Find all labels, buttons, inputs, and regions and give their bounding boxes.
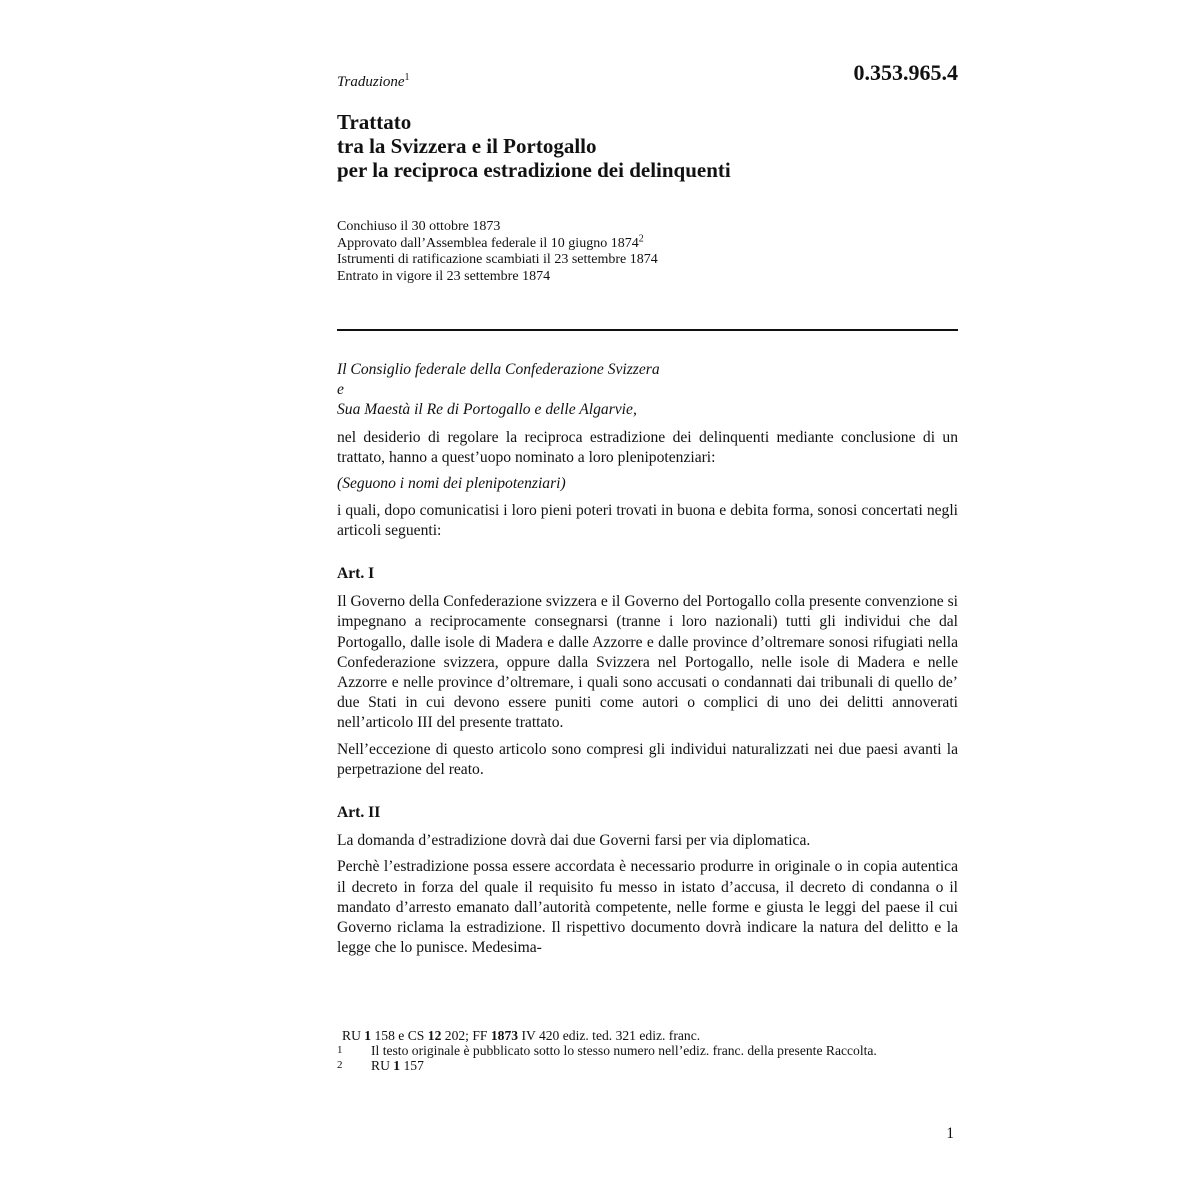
- ref-ff-year: 1873: [490, 1028, 519, 1043]
- article-2-paragraph-2: Perchè l’estradizione possa essere accordata è necessario produrre in originale o in copia autentica il decreto in forza del quale il requisito fu messo in istato d’accusa, il decreto di condanna o il mandato d’arresto emanato dall’autorità competente, nelle forme e giusta le leggi del paese il cui Governo riclama la estradizione. Il rispettivo documento dovrà indicare la natura del delitto e la legge che lo punisce. Medesima-: [337, 858, 958, 957]
- party-1: Il Consiglio federale della Confederazione Svizzera: [337, 361, 660, 378]
- meta-ratification: Istrumenti di ratificazione scambiati il 23 settembre 1874: [337, 252, 658, 267]
- party-2: Sua Maestà il Re di Portogallo e delle Algarvie,: [337, 401, 637, 418]
- title-line-2: tra la Svizzera e il Portogallo: [337, 134, 597, 158]
- meta-approved: [337, 232, 658, 253]
- footnote-2-ru: RU: [371, 1058, 390, 1073]
- title-line-1: Trattato: [337, 110, 412, 134]
- party-conjunction: e: [337, 381, 344, 398]
- article-1-paragraph-2: Nell’eccezione di questo articolo sono compresi gli individui naturalizzati nei due paesi avanti la perpetrazione del reato.: [337, 740, 958, 778]
- meta-approved-text: Approvato dall’Assemblea federale il 10 giugno 1874: [337, 235, 639, 251]
- preamble-paragraph-2: i quali, dopo comunicatisi i loro pieni poteri trovati in buona e debita forma, sonosi concertati negli articoli seguenti:: [337, 501, 958, 539]
- translation-label: [337, 74, 410, 91]
- sr-number: 0.353.965.4: [853, 60, 958, 85]
- footnote-2-page: 157: [403, 1058, 424, 1073]
- plenipotentiaries-note: (Seguono i nomi dei plenipotenziari): [337, 475, 566, 493]
- article-1-paragraph-1: Il Governo della Confederazione svizzera e il Governo del Portogallo colla presente convenzione si impegnano a reciprocamente consegnarsi (tranne i loro nazionali) tutti gli individui che dal Portogallo, dalle isole di Madera e dalle Azzorre e dalle province d’oltremare sonosi rifugiati nella Confederazione svizzera, oppure dalla Svizzera nel Portogallo, nelle isole di Madera e nelle Azzorre e nelle province d’oltremare, i quali sono accusati o condannati dai tribunali di quello de’ due Stati in cui devono essere puniti come autori o complici di uno dei delitti annoverati nell’articolo III del presente trattato.: [337, 593, 958, 732]
- footnote-2-mark: 2: [337, 1059, 343, 1071]
- ref-ff-rest: IV 420 ediz. ted. 321 ediz. franc.: [521, 1028, 701, 1043]
- treaty-metadata: [337, 219, 658, 285]
- footnote-ref-1[interactable]: 1: [404, 72, 410, 83]
- footnote-1-mark: 1: [337, 1044, 343, 1056]
- ref-ru-rest: 158 e CS: [374, 1028, 425, 1043]
- footnotes: [337, 1028, 917, 1073]
- header-divider: [337, 329, 958, 331]
- preamble-paragraph-1: nel desiderio di regolare la reciproca estradizione dei delinquenti mediante conclusione di un trattato, hanno a quest’uopo nominato a loro plenipotenziari:: [337, 429, 958, 467]
- meta-concluded: Conchiuso il 30 ottobre 1873: [337, 219, 501, 234]
- footnote-2-vol: 1: [393, 1058, 401, 1073]
- treaty-body: [337, 360, 958, 964]
- document-page: [337, 0, 958, 1200]
- ref-ru: RU: [342, 1028, 361, 1043]
- source-reference: [342, 1028, 917, 1043]
- meta-in-force: Entrato in vigore il 23 settembre 1874: [337, 268, 551, 284]
- ref-cs-vol: 12: [427, 1028, 442, 1043]
- article-2-heading: Art. II: [337, 804, 381, 822]
- footnote-2-text: [371, 1058, 424, 1073]
- treaty-title: [337, 110, 731, 182]
- footnote-ref-2[interactable]: 2: [638, 232, 644, 244]
- footnote-2: [337, 1058, 917, 1073]
- footnote-1-text: Il testo originale è pubblicato sotto lo stesso numero nell’ediz. franc. della presente Raccolta.: [371, 1043, 877, 1058]
- page-number: 1: [946, 1125, 954, 1142]
- ref-cs-rest: 202; FF: [444, 1028, 488, 1043]
- article-1-heading: Art. I: [337, 565, 375, 583]
- article-2-paragraph-1: La domanda d’estradizione dovrà dai due Governi farsi per via diplomatica.: [337, 832, 811, 850]
- ref-ru-vol: 1: [364, 1028, 372, 1043]
- footnote-1: [337, 1043, 917, 1058]
- title-line-3: per la reciproca estradizione dei delinquenti: [337, 158, 731, 182]
- translation-label-text: Traduzione: [337, 74, 405, 90]
- contracting-parties: [337, 360, 958, 420]
